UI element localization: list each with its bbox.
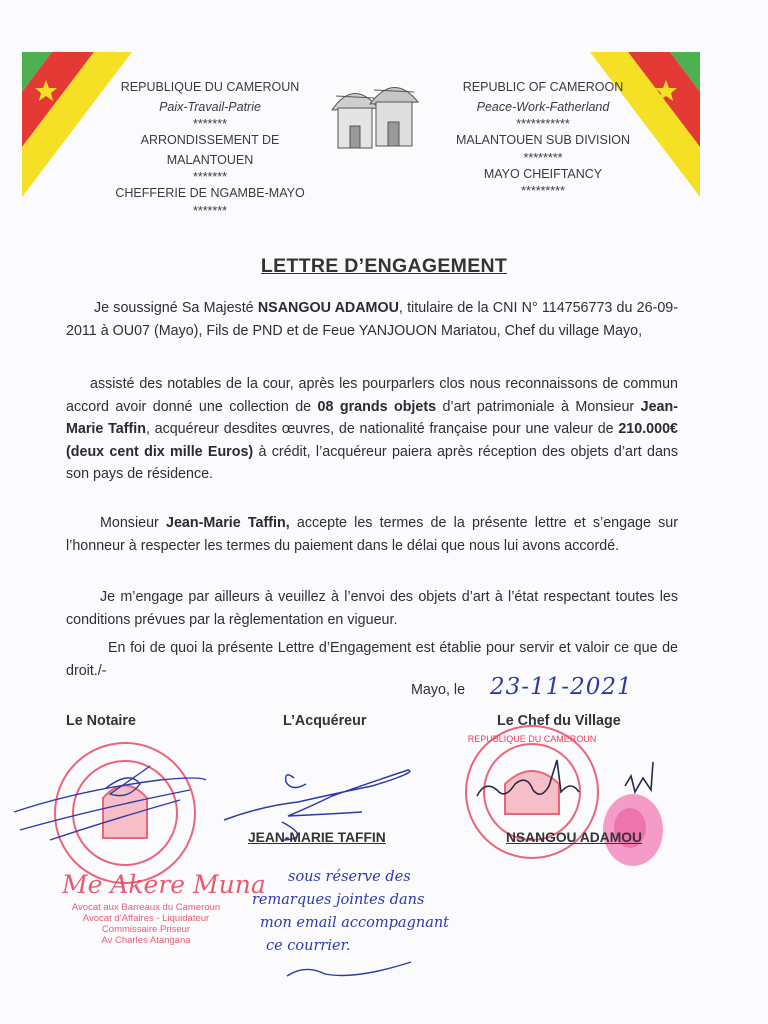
chief-label: Le Chef du Village [497, 713, 621, 729]
district-line1: ARRONDISSEMENT DE [140, 133, 280, 147]
buyer-name-bold: Jean-Marie Taffin [66, 398, 678, 437]
document-title: LETTRE D’ENGAGEMENT [260, 255, 508, 277]
place-label: Mayo, le [411, 682, 466, 698]
chief-name: NSANGOU ADAMOU [506, 830, 642, 845]
paragraph-5: En foi de quoi la présente Lettre d’Engagement est établie pour servir et valoir ce que de droit./- [66, 640, 678, 679]
stars: ******* [192, 170, 228, 184]
handwritten-date: 23-11-2021 [490, 674, 633, 700]
stars: *********** [516, 117, 570, 131]
buyer-name: JEAN-MARIE TAFFIN [248, 830, 386, 845]
huts-emblem [326, 74, 424, 158]
district-line2: MALANTOUEN [166, 152, 254, 167]
division-name: MALANTOUEN SUB DIVISION [455, 133, 631, 147]
paragraph-4: Je m’engage par ailleurs à veuillez à l’envoi des objets d’art à l’état respectant toutes les conditions prévues par la règlementation en vigueur. [66, 589, 678, 628]
chieftancy-name: MAYO CHEIFTANCY [483, 166, 603, 181]
paragraph-1: Je soussigné Sa Majesté NSANGOU ADAMOU, titulaire de la CNI N° 114756773 du 26-09-2011 à OU07 (Mayo), Fils de PND et de Feue YANJOUON Mariatou, Chef du village Mayo, [66, 300, 678, 339]
chief-signature [475, 756, 665, 816]
notary-signature [10, 760, 210, 850]
objects-count: 08 grands objets [317, 398, 437, 415]
country-fr: REPUBLIQUE DU CAMEROUN [120, 80, 300, 94]
notary-stamp-details: Avocat aux Barreaux du Cameroun Avocat d’Affaires - Liquidateur Commissaire Priseur Av Charles Atangana [71, 902, 221, 946]
stars: ******** [523, 150, 563, 165]
stars: ******* [192, 203, 228, 218]
chief-name-bold: NSANGOU ADAMOU [257, 300, 399, 316]
chief-stamp-text: REPUBLIQUE DU CAMEROUN [467, 734, 597, 744]
notary-label: Le Notaire [66, 713, 136, 729]
note-underline [285, 956, 415, 986]
country-en: REPUBLIC OF CAMEROON [462, 80, 624, 94]
motto-fr: Paix-Travail-Patrie [159, 99, 261, 114]
stars: ******* [192, 117, 228, 131]
amount-bold: 210.000€ (deux cent dix mille Euros) [66, 421, 678, 460]
notary-stamp-name: Me Akere Muna [62, 870, 266, 899]
header-right [428, 78, 658, 198]
stars: ********* [521, 184, 565, 198]
motto-en: Peace-Work-Fatherland [476, 99, 610, 114]
buyer-name-bold: Jean-Marie Taffin, [166, 515, 290, 531]
paragraph-3: Monsieur Jean-Marie Taffin, accepte les termes de la présente lettre et s’engage sur l’honneur à respecter les termes du paiement dans le délai que nous lui avons accordé. [66, 515, 678, 554]
chiefdom-name: CHEFFERIE DE NGAMBE-MAYO [115, 186, 305, 200]
handwritten-note: sous réserve des remarques jointes dans mon email accompagnant ce courrier. [252, 869, 450, 954]
buyer-label: L’Acquéreur [283, 713, 367, 729]
header-left [100, 78, 320, 218]
paragraph-2: assisté des notables de la cour, après les pourparlers clos nous reconnaissons de commun accord avoir donné une collection de 08 grands objets d’art patrimoniale à Monsieur Jean-Marie Taffin, acquéreur desdites œuvres, de nationalité française pour une valeur de 210.000€ (deux cent dix mille Euros) à crédit, l’acquéreur paiera après réception des objets d’art dans son pays de résidence. [66, 376, 678, 482]
